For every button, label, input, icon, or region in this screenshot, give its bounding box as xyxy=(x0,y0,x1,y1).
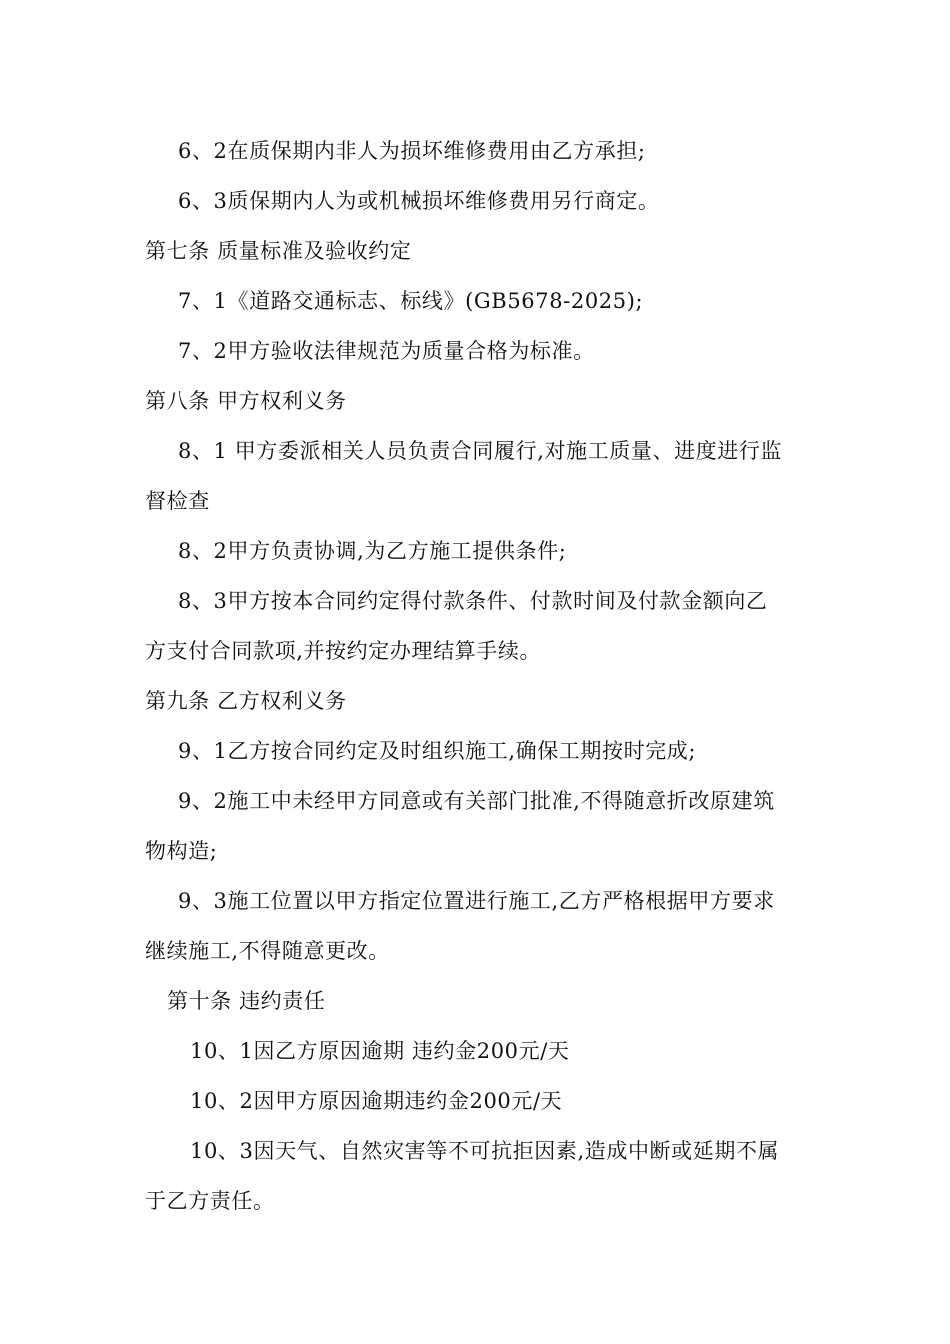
clause-10-3-line-2: 于乙方责任。 xyxy=(145,1189,275,1213)
clause-10-2: 10、2因甲方原因逾期违约金200元/天 xyxy=(190,1089,563,1113)
article-7-heading: 第七条 质量标准及验收约定 xyxy=(145,239,412,263)
clause-6-2: 6、2在质保期内非人为损坏维修费用由乙方承担; xyxy=(178,139,646,163)
clause-8-3-line-2: 方支付合同款项,并按约定办理结算手续。 xyxy=(145,639,542,663)
clause-8-1-line-1: 8、1 甲方委派相关人员负责合同履行,对施工质量、进度进行监 xyxy=(178,439,783,463)
clause-10-3-line-1: 10、3因天气、自然灾害等不可抗拒因素,造成中断或延期不属 xyxy=(190,1139,780,1163)
clause-8-1-line-2: 督检查 xyxy=(145,489,210,513)
clause-8-3-line-1: 8、3甲方按本合同约定得付款条件、付款时间及付款金额向乙 xyxy=(178,589,768,613)
article-10-heading: 第十条 违约责任 xyxy=(167,989,326,1013)
article-9-heading: 第九条 乙方权利义务 xyxy=(145,689,347,713)
article-8-heading: 第八条 甲方权利义务 xyxy=(145,389,347,413)
clause-10-1: 10、1因乙方原因逾期 违约金200元/天 xyxy=(190,1039,570,1063)
clause-8-2: 8、2甲方负责协调,为乙方施工提供条件; xyxy=(178,539,567,563)
clause-7-1: 7、1《道路交通标志、标线》(GB5678-2025); xyxy=(178,289,644,313)
clause-9-3-line-2: 继续施工,不得随意更改。 xyxy=(145,939,390,963)
clause-9-2-line-1: 9、2施工中未经甲方同意或有关部门批准,不得随意折改原建筑 xyxy=(178,789,775,813)
clause-9-1: 9、1乙方按合同约定及时组织施工,确保工期按时完成; xyxy=(178,739,697,763)
clause-7-2: 7、2甲方验收法律规范为质量合格为标准。 xyxy=(178,339,595,363)
clause-9-2-line-2: 物构造; xyxy=(145,839,218,863)
clause-9-3-line-1: 9、3施工位置以甲方指定位置进行施工,乙方严格根据甲方要求 xyxy=(178,889,775,913)
clause-6-3: 6、3质保期内人为或机械损坏维修费用另行商定。 xyxy=(178,189,660,213)
